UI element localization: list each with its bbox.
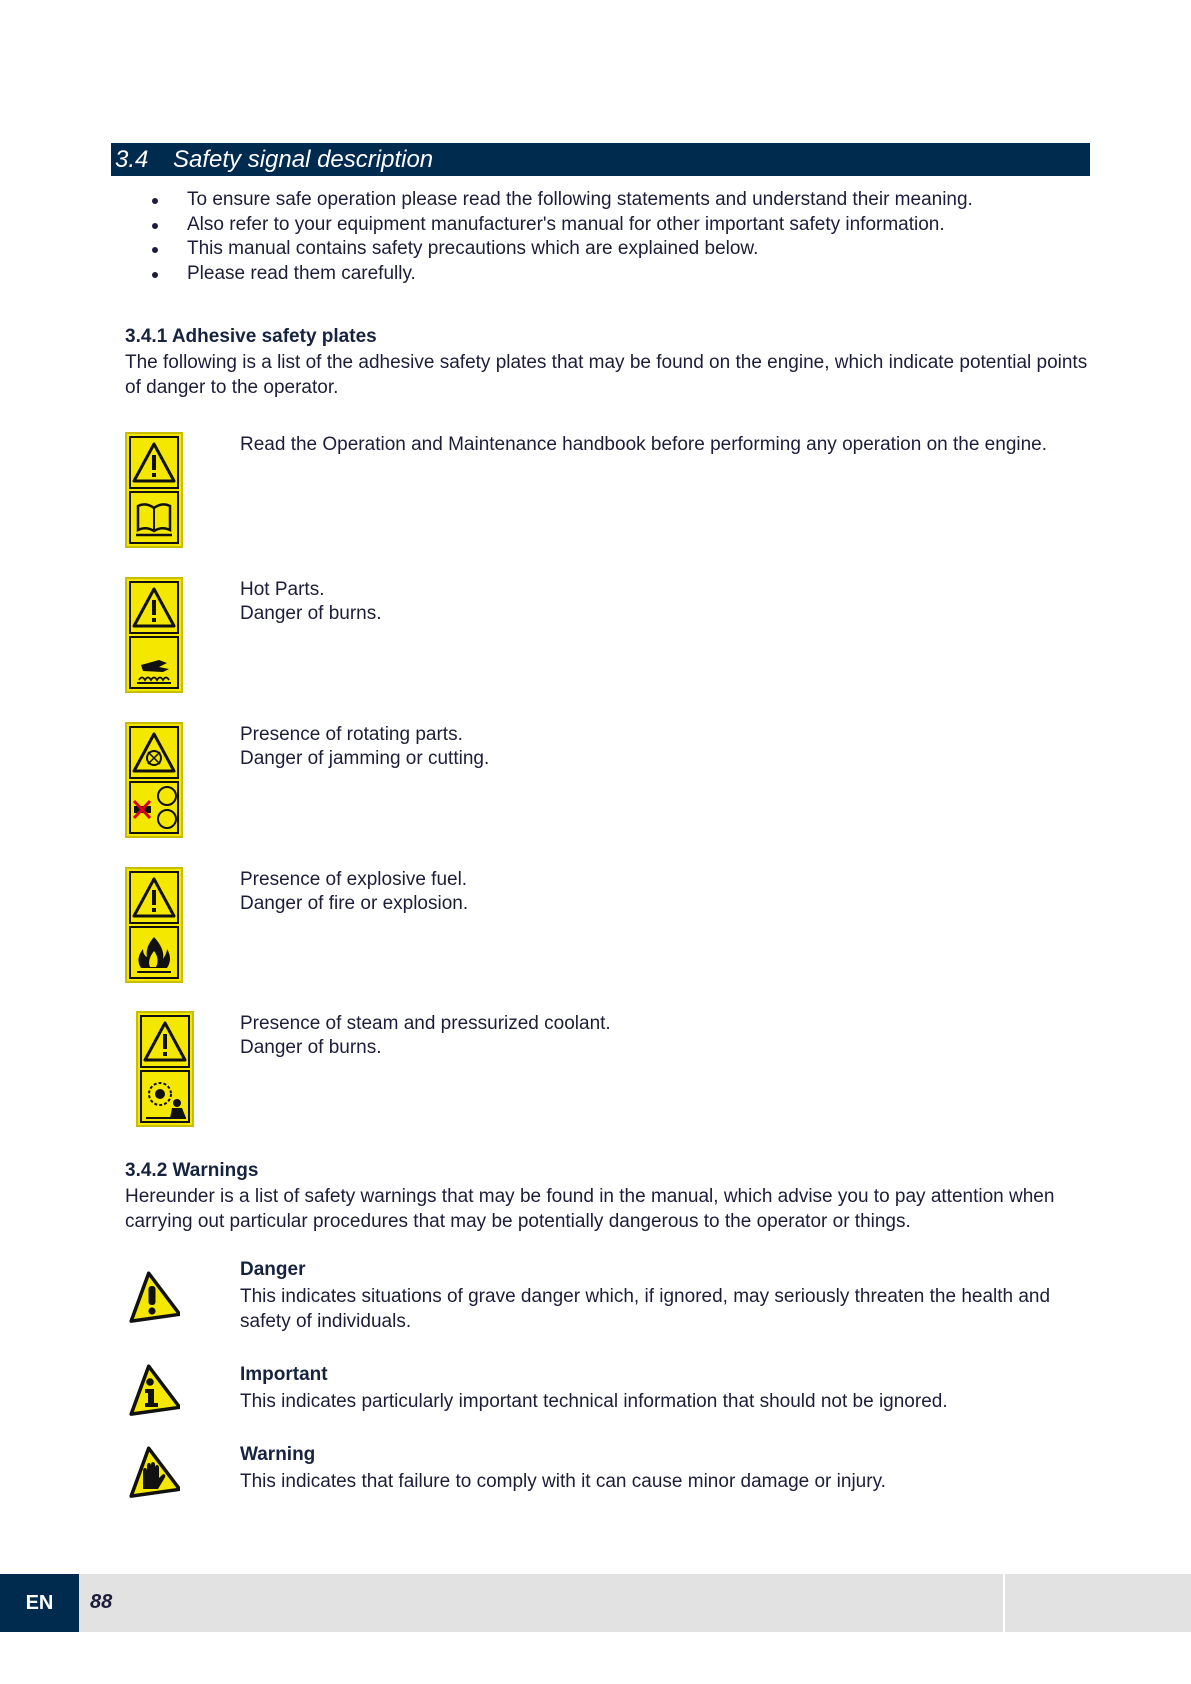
plate-text-rotating-parts [240,723,489,770]
warning-desc-warning: This indicates that failure to comply with it can cause minor damage or injury. [240,1471,886,1492]
adhesive-plates-intro: The following is a list of the adhesive safety plates that may be found on the engine, which indicate potential points of danger to the operator. [125,352,1088,398]
warning-desc-danger: This indicates situations of grave danger which, if ignored, may seriously threaten the health and safety of individuals. [240,1286,1051,1332]
section-title-bar [111,143,1090,176]
flame-icon [125,867,183,983]
page-footer [0,1574,1191,1632]
plate-text-explosive-fuel [240,868,468,915]
plate-text-steam-coolant [240,1012,611,1059]
warning-hand-icon [124,1444,180,1500]
plate-line: Read the Operation and Maintenance handbook before performing any operation on the engine. [240,434,1048,455]
plate-line: Danger of burns. [240,602,382,624]
plate-line: Danger of fire or explosion. [240,892,469,914]
warning-title-danger: Danger [240,1259,306,1280]
intro-bullet-list [150,188,973,286]
rotating-parts-icon [125,722,183,838]
section-title: Safety signal description [173,145,434,173]
important-info-icon [124,1362,180,1418]
plate-line: Presence of rotating parts. [240,724,463,745]
danger-exclamation-icon [124,1269,180,1325]
language-tag: EN [0,1574,79,1632]
hot-surface-hand-icon [125,577,183,693]
bullet-item: Please read them carefully. [150,262,973,287]
plate-line: Danger of burns. [240,1036,382,1058]
bullet-item: Also refer to your equipment manufacturer's manual for other important safety information. [150,213,973,238]
plate-line: Hot Parts. [240,579,325,600]
steam-coolant-icon [136,1011,194,1127]
manual-book-icon [125,432,183,548]
warnings-intro: Hereunder is a list of safety warnings that may be found in the manual, which advise you to pay attention when carrying out particular procedures that may be potentially dangerous to the operator or things. [125,1186,1055,1232]
section-number: 3.4 [115,145,149,173]
plate-line: Danger of jamming or cutting. [240,747,490,769]
plate-text-manual [240,433,1060,457]
warning-desc-important: This indicates particularly important technical information that should not be ignored. [240,1391,948,1412]
page-number: 88 [90,1591,113,1613]
footer-divider [1003,1574,1005,1632]
plate-text-hot-parts [240,578,382,625]
bullet-item: This manual contains safety precautions which are explained below. [150,237,973,262]
adhesive-plates-heading: 3.4.1 Adhesive safety plates [125,326,377,347]
warning-title-important: Important [240,1364,328,1385]
plate-line: Presence of steam and pressurized coolant. [240,1013,611,1034]
warning-title-warning: Warning [240,1444,316,1465]
bullet-item: To ensure safe operation please read the following statements and understand their meaning. [150,188,973,213]
plate-line: Presence of explosive fuel. [240,869,468,890]
warnings-heading: 3.4.2 Warnings [125,1160,259,1181]
